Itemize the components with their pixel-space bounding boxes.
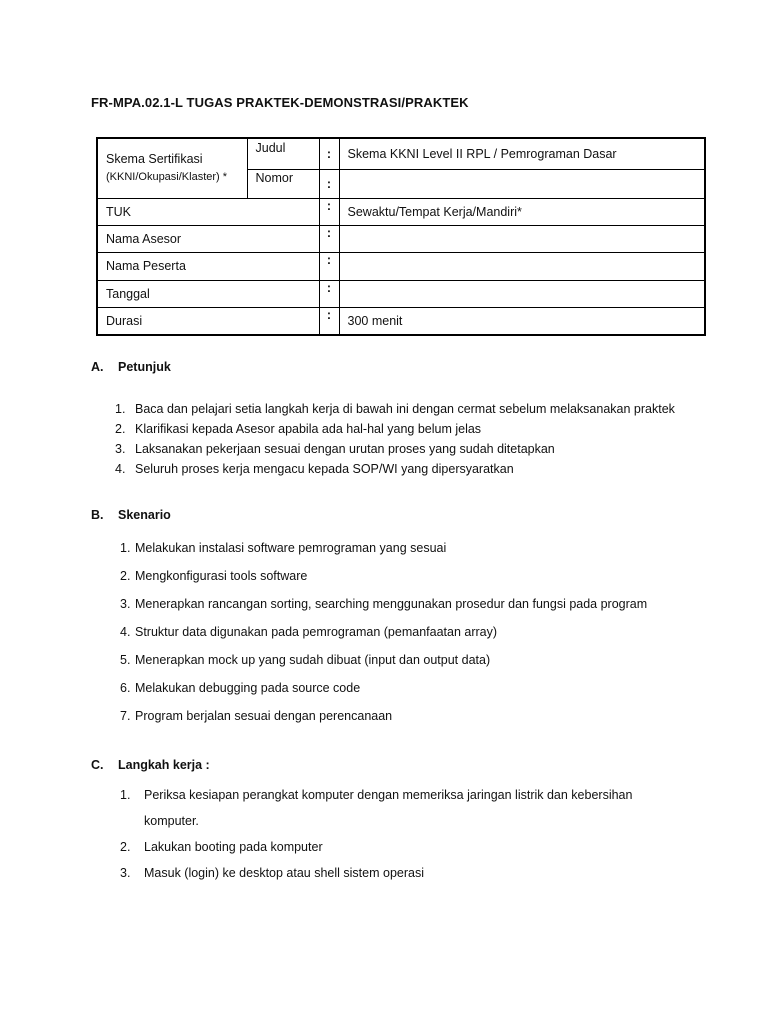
form-row-durasi	[97, 307, 705, 335]
list-text: Melakukan instalasi software pemrograman yang sesuai	[135, 541, 447, 555]
section-title: Langkah kerja :	[118, 758, 210, 772]
nama-asesor-value	[339, 225, 705, 252]
list-item	[115, 399, 675, 419]
list-text: Program berjalan sesuai dengan perencanaan	[135, 709, 393, 723]
list-text-continuation: komputer.	[144, 814, 199, 828]
list-text: Baca dan pelajari setia langkah kerja di bawah ini dengan cermat sebelum melaksanakan praktek	[135, 402, 675, 416]
list-text: Masuk (login) ke desktop atau shell sistem operasi	[144, 866, 424, 880]
skema-sertifikasi-sublabel: (KKNI/Okupasi/Klaster) *	[106, 171, 228, 184]
list-item	[115, 419, 675, 439]
list-text: Melakukan debugging pada source code	[135, 681, 361, 695]
tanggal-value	[339, 280, 705, 307]
section-letter: A.	[91, 360, 104, 374]
section-c-heading	[91, 758, 210, 772]
colon: :	[319, 138, 339, 169]
nama-asesor-label: Nama Asesor	[97, 225, 319, 252]
section-b-heading	[91, 508, 171, 522]
list-text: Klarifikasi kepada Asesor apabila ada hal-hal yang belum jelas	[135, 422, 482, 436]
list-number: 2.	[120, 840, 131, 854]
colon: :	[319, 280, 339, 307]
list-number: 3.	[120, 597, 131, 611]
list-text: Struktur data digunakan pada pemrograman (pemanfaatan array)	[135, 625, 498, 639]
nomor-value	[339, 169, 705, 198]
list-number: 5.	[120, 653, 131, 667]
list-number: 1.	[120, 788, 131, 802]
colon: :	[319, 198, 339, 225]
list-number: 1.	[120, 541, 131, 555]
list-number: 6.	[120, 681, 131, 695]
skema-sertifikasi-label: Skema Sertifikasi	[106, 152, 203, 167]
list-number: 4.	[115, 462, 126, 476]
petunjuk-list	[115, 399, 675, 479]
list-item	[120, 782, 632, 808]
nama-peserta-value	[339, 252, 705, 280]
list-text: Mengkonfigurasi tools software	[135, 569, 308, 583]
list-text: Menerapkan rancangan sorting, searching menggunakan prosedur dan fungsi pada program	[135, 597, 648, 611]
durasi-label: Durasi	[97, 307, 319, 335]
list-item	[120, 534, 647, 562]
list-item	[120, 808, 632, 834]
skenario-list	[120, 534, 647, 730]
section-a-heading	[91, 360, 171, 374]
judul-label: Judul	[247, 138, 319, 169]
durasi-value: 300 menit	[339, 307, 705, 335]
judul-value: Skema KKNI Level II RPL / Pemrograman Dasar	[339, 138, 705, 169]
list-text: Menerapkan mock up yang sudah dibuat (input dan output data)	[135, 653, 491, 667]
section-title: Skenario	[118, 508, 171, 522]
list-number: 3.	[120, 866, 131, 880]
list-item	[120, 674, 647, 702]
list-text: Seluruh proses kerja mengacu kepada SOP/WI yang dipersyaratkan	[135, 462, 514, 476]
list-item	[120, 860, 632, 886]
list-number: 2.	[120, 569, 131, 583]
list-number: 3.	[115, 442, 126, 456]
form-row-nama-asesor	[97, 225, 705, 252]
tuk-value: Sewaktu/Tempat Kerja/Mandiri*	[339, 198, 705, 225]
form-row-judul	[97, 138, 705, 169]
list-number: 1.	[115, 402, 126, 416]
list-item	[120, 590, 647, 618]
form-row-nama-peserta	[97, 252, 705, 280]
list-text: Periksa kesiapan perangkat komputer dengan memeriksa jaringan listrik dan kebersihan	[144, 788, 633, 802]
colon: :	[319, 307, 339, 335]
list-item	[120, 646, 647, 674]
list-item	[120, 702, 647, 730]
skema-sertifikasi-cell	[97, 138, 247, 198]
colon: :	[319, 225, 339, 252]
list-item	[120, 618, 647, 646]
section-letter: C.	[91, 758, 104, 772]
colon: :	[319, 169, 339, 198]
document-title: FR-MPA.02.1-L TUGAS PRAKTEK-DEMONSTRASI/PRAKTEK	[91, 95, 469, 110]
tuk-label: TUK	[97, 198, 319, 225]
langkah-kerja-list	[120, 782, 632, 886]
list-number: 4.	[120, 625, 131, 639]
list-item	[120, 834, 632, 860]
list-number: 2.	[115, 422, 126, 436]
tanggal-label: Tanggal	[97, 280, 319, 307]
nama-peserta-label: Nama Peserta	[97, 252, 319, 280]
list-item	[115, 459, 675, 479]
form-row-tanggal	[97, 280, 705, 307]
list-text: Lakukan booting pada komputer	[144, 840, 323, 854]
list-item	[120, 562, 647, 590]
certification-form-table	[96, 137, 706, 336]
section-title: Petunjuk	[118, 360, 171, 374]
form-row-tuk	[97, 198, 705, 225]
list-text: Laksanakan pekerjaan sesuai dengan urutan proses yang sudah ditetapkan	[135, 442, 555, 456]
colon: :	[319, 252, 339, 280]
section-letter: B.	[91, 508, 104, 522]
nomor-label: Nomor	[247, 169, 319, 198]
list-number: 7.	[120, 709, 131, 723]
list-item	[115, 439, 675, 459]
